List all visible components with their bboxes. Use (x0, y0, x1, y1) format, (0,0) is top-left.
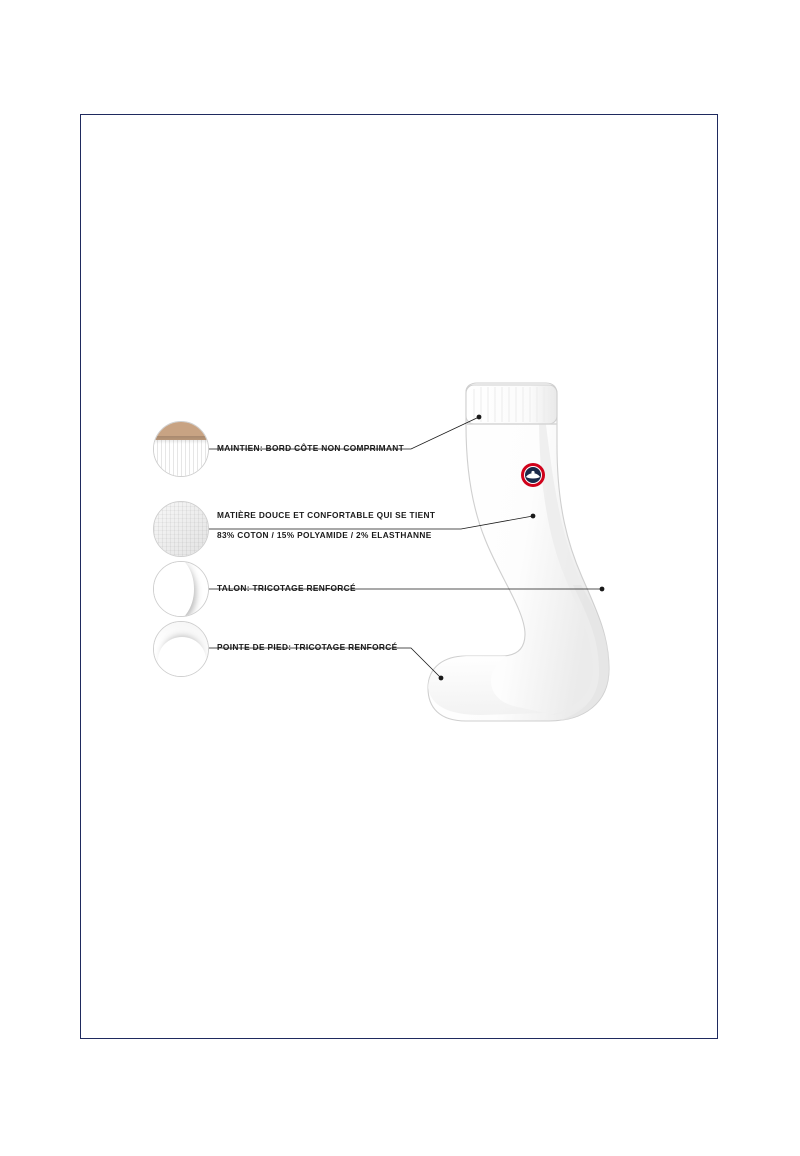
callout-label-talon: TALON: TRICOTAGE RENFORCÉ (217, 583, 356, 593)
leader-dot-talon (600, 587, 605, 592)
document-border-frame (80, 114, 718, 1039)
callout-label-matiere-composition: 83% COTON / 15% POLYAMIDE / 2% ELASTHANNE (217, 530, 432, 540)
leader-dot-pointe (439, 676, 444, 681)
callout-label-pointe: POINTE DE PIED: TRICOTAGE RENFORCÉ (217, 642, 398, 652)
swatch-heel (153, 561, 209, 617)
callout-label-maintien: MAINTIEN: BORD CÔTE NON COMPRIMANT (217, 443, 405, 453)
diagram-stage (81, 115, 719, 1040)
leader-dot-matiere (531, 514, 536, 519)
swatch-knit-fabric (153, 501, 209, 557)
callout-label-matiere: MATIÈRE DOUCE ET CONFORTABLE QUI SE TIENT (217, 510, 436, 520)
leader-line-pointe (209, 648, 441, 678)
swatch-ribbed-cuff (153, 421, 209, 477)
leader-dot-maintien (477, 415, 482, 420)
swatch-toe (153, 621, 209, 677)
